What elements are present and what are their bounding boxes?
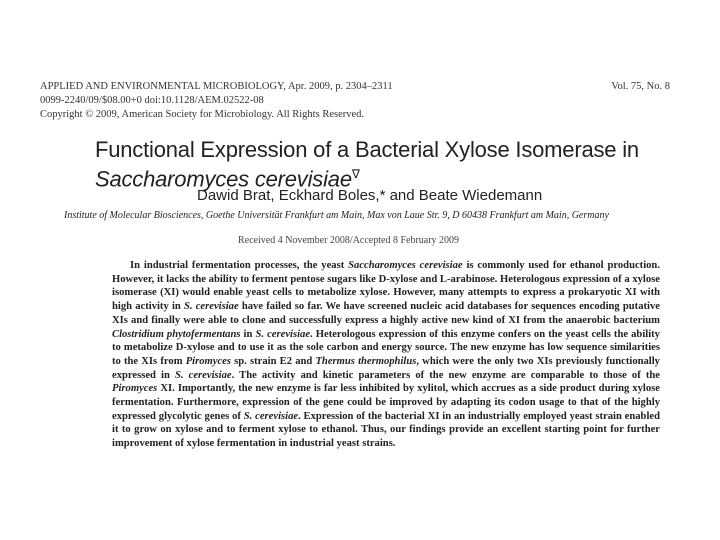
abstract-text: XI. Importantly, the new enzyme is far less inhibited by xylitol, which accrues as a side product during xylose fermentation. Furthermore, expression of the gene could be improved by adapting its codon usage to that of the highly expressed glycolytic genes of <box>112 383 660 422</box>
copyright-line: Copyright © 2009, American Society for Microbiology. All Rights Reserved. <box>40 109 365 120</box>
abstract-italic-term: Thermus thermophilus <box>315 355 417 367</box>
abstract-italic-term: Saccharomyces cerevisiae <box>348 260 463 271</box>
title-line-1: Functional Expression of a Bacterial Xylose Isomerase in <box>95 137 639 162</box>
doi-line: 0099-2240/09/$08.00+0 doi:10.1128/AEM.02522-08 <box>40 95 264 106</box>
abstract-text: . The activity and kinetic parameters of the new enzyme are comparable to those of the <box>231 369 660 381</box>
title-marker: ∇ <box>351 167 360 181</box>
abstract-text: In industrial fermentation processes, the yeast <box>130 260 349 271</box>
abstract-text: in <box>240 328 256 340</box>
received-date: Received 4 November 2008/Accepted 8 February 2009 <box>238 235 460 246</box>
abstract-italic-term: S. cerevisiae <box>175 369 232 381</box>
abstract-text: , which were the only two XIs previously functionally expressed in <box>112 355 660 381</box>
abstract-text: sp. strain E2 and <box>231 355 316 367</box>
abstract-italic-term: S. cerevisiae <box>183 301 239 313</box>
abstract-italic-term: Clostridium phytofermentans <box>112 328 241 340</box>
abstract-text: . Expression of the bacterial XI in an industrially employed yeast strain enabled it to grow on xylose and to ferment xylose to ethanol. Thus, our findings provide an excellent starting point for further improvement of xylose fermentation in industrial yeast strains. <box>112 410 660 450</box>
affiliation: Institute of Molecular Biosciences, Goethe Universität Frankfurt am Main, Max von Laue Str. 9, D 60438 Frankfurt am Main, Germany <box>64 210 609 221</box>
abstract-text: have failed so far. We have screened nucleic acid databases for sequences encoding putative XIs and finally were able to clone and successfully express a highly active new kind of XI from the anaerobic bacterium <box>112 301 660 326</box>
abstract-italic-term: S. cerevisiae <box>255 328 311 340</box>
journal-volume: Vol. 75, No. 8 <box>611 81 670 92</box>
journal-citation: APPLIED AND ENVIRONMENTAL MICROBIOLOGY, Apr. 2009, p. 2304–2311 <box>40 81 393 92</box>
abstract-text: is commonly used for ethanol production. However, it lacks the ability to ferment pentose sugars like D-xylose and L-arabinose. Heterologous expression of a xylose isomerase (XI) would enable yeast cells to metabolize xylose. However, many attempts to express a prokaryotic XI with high activity in <box>112 260 660 313</box>
author-list: Dawid Brat, Eckhard Boles,* and Beate Wiedemann <box>197 187 543 204</box>
title-species: Saccharomyces cerevisiae <box>95 166 352 192</box>
abstract-italic-term: Piromyces <box>112 383 158 395</box>
abstract-italic-term: Piromyces <box>185 355 231 367</box>
article-title <box>95 137 655 191</box>
abstract <box>112 259 660 451</box>
journal-header <box>40 80 670 122</box>
abstract-italic-term: S. cerevisiae <box>243 410 299 422</box>
abstract-text: . Heterologous expression of this enzyme confers on the yeast cells the ability to metabolize D-xylose and to use it as the sole carbon and energy source. The new enzyme has low sequence similarities to the XIs from <box>112 328 660 367</box>
